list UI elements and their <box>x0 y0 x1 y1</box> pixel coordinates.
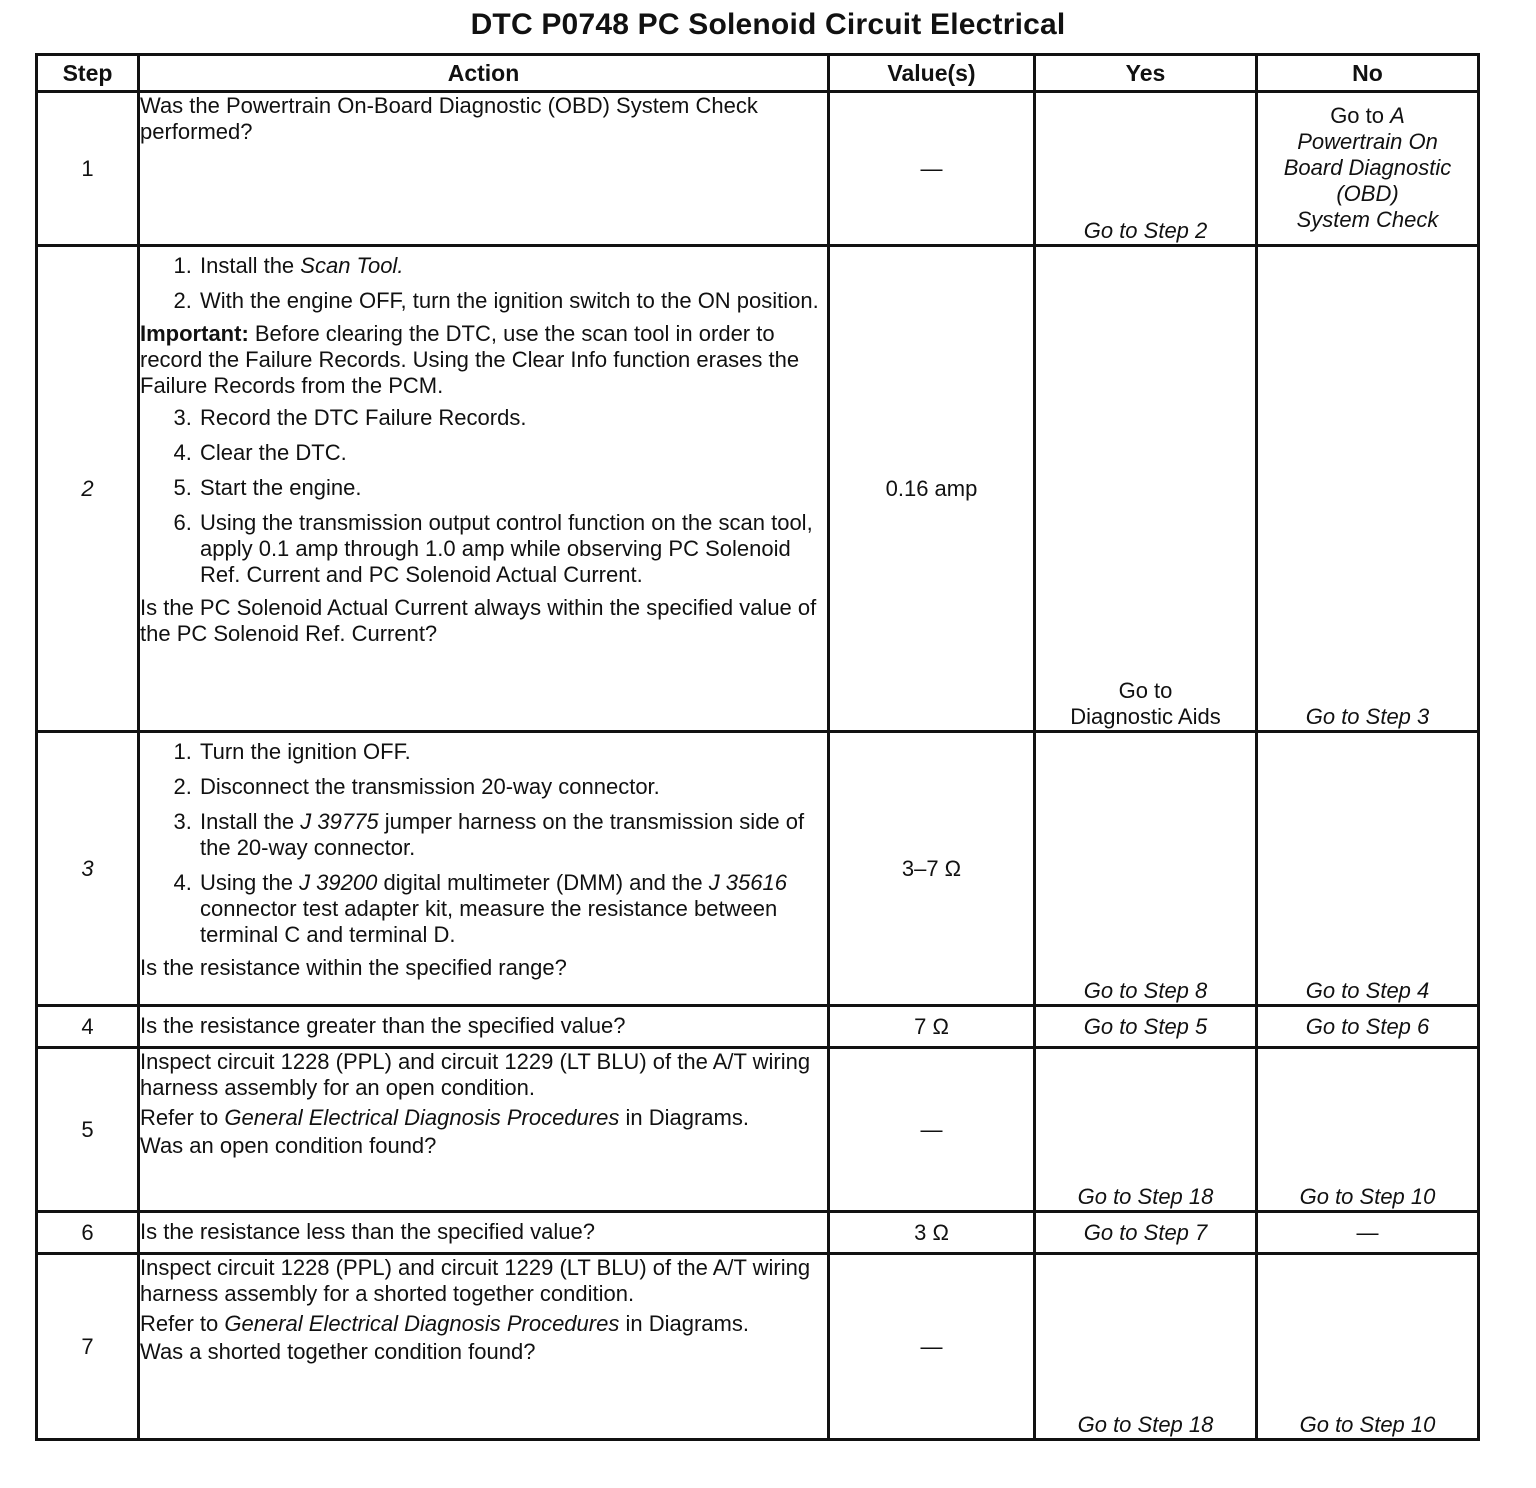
step-number: 7 <box>37 1254 139 1440</box>
action-step: 1. Turn the ignition OFF. <box>198 739 827 765</box>
important-text: Before clearing the DTC, use the scan tool in order to record the Failure Records. Using the Clear Info function erases the Failure Records from the PCM. <box>140 321 800 398</box>
action-cell <box>139 1006 829 1048</box>
tool-number: J 39200 <box>299 870 378 895</box>
page-title: DTC P0748 PC Solenoid Circuit Electrical <box>470 8 1066 41</box>
no-text: Powertrain On <box>1297 129 1438 154</box>
yes-cell: Go to Step 18 <box>1035 1048 1257 1212</box>
action-step: 3. Record the DTC Failure Records. <box>198 405 827 431</box>
action-question: Is the PC Solenoid Actual Current always within the specified value of the PC Solenoid Ref. Current? <box>140 595 817 646</box>
action-question: Is the resistance greater than the specified value? <box>140 1013 626 1038</box>
tool-number: J 39775 <box>300 809 379 834</box>
action-text: digital multimeter (DMM) and the <box>377 870 709 895</box>
yes-cell: Go to Step 5 <box>1035 1006 1257 1048</box>
action-text: Refer to <box>140 1105 225 1130</box>
step-number: 5 <box>37 1048 139 1212</box>
action-text: Install the <box>200 253 301 278</box>
action-step: 6. Using the transmission output control function on the scan tool, apply 0.1 amp through 1.0 amp while observing PC Solenoid Ref. Current and PC Solenoid Actual Current. <box>198 510 827 588</box>
header-step: Step <box>37 55 139 92</box>
action-step <box>198 253 827 279</box>
action-text: Install the <box>200 809 301 834</box>
table-row <box>37 1048 1479 1212</box>
action-cell <box>139 1212 829 1254</box>
yes-text: Go to <box>1118 678 1173 703</box>
reference-title: General Electrical Diagnosis Procedures <box>224 1105 620 1130</box>
header-row <box>37 55 1479 92</box>
header-yes: Yes <box>1035 55 1257 92</box>
reference-title: General Electrical Diagnosis Procedures <box>224 1311 620 1336</box>
action-cell <box>139 1048 829 1212</box>
action-cell <box>139 1254 829 1440</box>
action-text: Inspect circuit 1228 (PPL) and circuit 1229 (LT BLU) of the A/T wiring harness assembly for an open condition. <box>140 1049 811 1100</box>
tool-number: J 35616 <box>708 870 787 895</box>
table-row <box>37 1006 1479 1048</box>
action-question: Was the Powertrain On-Board Diagnostic (OBD) System Check performed? <box>140 93 758 144</box>
action-step <box>198 809 827 861</box>
no-cell: Go to Step 10 <box>1257 1254 1479 1440</box>
header-action: Action <box>139 55 829 92</box>
table-row <box>37 732 1479 1006</box>
step-number: 4 <box>37 1006 139 1048</box>
yes-cell: Go to Step 2 <box>1035 92 1257 246</box>
action-cell <box>139 732 829 1006</box>
step-number: 2 <box>37 246 139 732</box>
header-no: No <box>1257 55 1479 92</box>
reference-note <box>140 1105 827 1131</box>
action-steps <box>140 253 827 314</box>
no-cell: Go to Step 10 <box>1257 1048 1479 1212</box>
no-cell: — <box>1257 1212 1479 1254</box>
action-cell <box>139 246 829 732</box>
value-cell: — <box>829 1254 1035 1440</box>
action-cell <box>139 92 829 246</box>
important-note <box>140 321 827 399</box>
no-cell: Go to Step 4 <box>1257 732 1479 1006</box>
action-step <box>198 870 827 948</box>
step-number: 3 <box>37 732 139 1006</box>
table-row <box>37 246 1479 732</box>
no-text: (OBD) <box>1336 181 1399 206</box>
value-cell: — <box>829 1048 1035 1212</box>
action-text: in Diagrams. <box>619 1105 749 1130</box>
action-step: 2. Disconnect the transmission 20-way connector. <box>198 774 827 800</box>
no-cell: Go to Step 6 <box>1257 1006 1479 1048</box>
action-text: Inspect circuit 1228 (PPL) and circuit 1229 (LT BLU) of the A/T wiring harness assembly for a shorted together condition. <box>140 1255 811 1306</box>
no-text: Board Diagnostic <box>1283 155 1452 180</box>
no-cell: Go to Step 3 <box>1257 246 1479 732</box>
action-steps <box>140 739 827 948</box>
yes-cell: Go to Step 8 <box>1035 732 1257 1006</box>
no-text: System Check <box>1296 207 1439 232</box>
value-cell: 3–7 Ω <box>829 732 1035 1006</box>
header-values: Value(s) <box>829 55 1035 92</box>
yes-text: Diagnostic Aids <box>1070 704 1221 729</box>
table-row <box>37 1212 1479 1254</box>
action-text: Scan Tool. <box>300 253 404 278</box>
action-text: Using the <box>200 870 300 895</box>
action-question: Is the resistance within the specified range? <box>140 955 567 980</box>
step-number: 1 <box>37 92 139 246</box>
action-step: 4. Clear the DTC. <box>198 440 827 466</box>
action-text: connector test adapter kit, measure the resistance between terminal C and terminal D. <box>200 896 778 947</box>
table-row <box>37 92 1479 246</box>
value-cell: 7 Ω <box>829 1006 1035 1048</box>
no-cell <box>1257 92 1479 246</box>
action-question: Was a shorted together condition found? <box>140 1339 536 1364</box>
value-cell: — <box>829 92 1035 246</box>
no-text: A <box>1390 103 1405 128</box>
yes-cell <box>1035 246 1257 732</box>
no-text: Go to <box>1330 103 1391 128</box>
value-cell: 3 Ω <box>829 1212 1035 1254</box>
action-question: Is the resistance less than the specified value? <box>140 1219 595 1244</box>
step-number: 6 <box>37 1212 139 1254</box>
value-cell: 0.16 amp <box>829 246 1035 732</box>
yes-cell: Go to Step 18 <box>1035 1254 1257 1440</box>
reference-note <box>140 1311 827 1337</box>
diagnostic-table <box>35 53 1480 1441</box>
action-steps <box>140 405 827 588</box>
yes-cell: Go to Step 7 <box>1035 1212 1257 1254</box>
action-text: jumper harness on the transmission side of the 20-way connector. <box>200 809 805 860</box>
action-question: Was an open condition found? <box>140 1133 437 1158</box>
action-text: in Diagrams. <box>619 1311 749 1336</box>
table-row <box>37 1254 1479 1440</box>
action-step: 5. Start the engine. <box>198 475 827 501</box>
action-text: Refer to <box>140 1311 225 1336</box>
important-label: Important: <box>140 321 249 346</box>
action-step: 2. With the engine OFF, turn the ignition switch to the ON position. <box>198 288 827 314</box>
